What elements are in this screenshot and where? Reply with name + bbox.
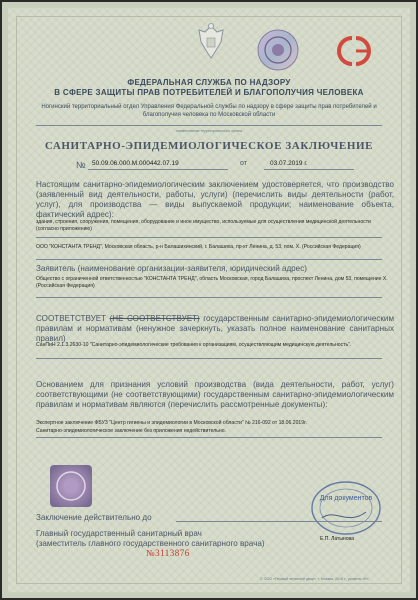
se-logo-icon [332, 34, 376, 68]
activity-underline [36, 237, 382, 238]
sanpin-reference: СанПиН 2.1.3.2630-10 "Санитарно-эпидемиологические требования к организациям, осуществляющим медицинскую деятельность". [36, 342, 352, 348]
basis-document: Экспертное заключение ФБУЗ "Центр гигиены и эпидемиологии в Московской области" № 216-092 от 18.06.2019г. [36, 420, 307, 426]
document-date: 03.07.2019 г. [270, 160, 308, 167]
sanpin-underline [36, 358, 382, 359]
hologram-logo-icon [256, 28, 300, 72]
validity-note: Санитарно-эпидемиологическое заключение без приложения недействительно. [36, 428, 226, 434]
form-number: №3113876 [146, 548, 190, 558]
certificate-sheet [2, 2, 416, 598]
date-underline [264, 169, 354, 170]
document-title: САНИТАРНО-ЭПИДЕМИОЛОГИЧЕСКОЕ ЗАКЛЮЧЕНИЕ [44, 140, 374, 152]
number-sign: № [76, 160, 86, 170]
basis-text: Основанием для признания условий производства (вида деятельности, работ, услуг) соответствующими (не соответствующими) государственным санитарно-эпидемиологическим правилам и нормативам являются (перечислить рассмотренные документы): [36, 380, 394, 409]
signer-name: Е.П. Латынова [320, 536, 354, 542]
facility-address: ООО "КОНСТАНТА ТРЕНД", Московская область, р-н Балашихинский, г. Балашиха, пр-кт Ленина, д. 53, пом. Х. (Российская Федерация) [36, 244, 361, 250]
number-underline [88, 169, 228, 170]
validity-underline [176, 521, 382, 522]
activity-description: здания, строения, сооружения, помещения, оборудование и иное имущество, используемые для осуществления медицинской деятельности (согласно приложению) [36, 219, 371, 232]
hologram-seal-icon [48, 463, 94, 509]
conformity-word: СООТВЕТСТВУЕТ [36, 314, 107, 323]
sub-agency-caption: наименование территориального органа [175, 129, 243, 133]
sub-agency-name: Ногинский территориальный отдел Управления Федеральной службы по надзору в сфере защиты прав потребителей и благополучия человека по Московской области [41, 104, 377, 118]
intro-text: Настоящим санитарно-эпидемиологическим заключением удостоверяется, что производство (заявленный вид деятельности, работы, услуги) (перечислить виды деятельности (работ, услуг), для производства — виды выпускаемой продукции; наименование объекта, фактический адрес): [36, 180, 394, 219]
agency-name-line1: ФЕДЕРАЛЬНАЯ СЛУЖБА ПО НАДЗОРУ [127, 78, 291, 87]
agency-name-line2: В СФЕРЕ ЗАЩИТЫ ПРАВ ПОТРЕБИТЕЛЕЙ И БЛАГОПОЛУЧИЯ ЧЕЛОВЕКА [54, 88, 364, 97]
date-from-label: от [240, 160, 247, 167]
signer-title-deputy: (заместитель главного государственного санитарного врача) [36, 539, 265, 548]
conformity-strikethrough: (НЕ СООТВЕТСТВУЕТ) [109, 314, 200, 323]
signer-title: Главный государственный санитарный врач [36, 529, 202, 538]
basis-underline [36, 437, 382, 438]
stamp-caption: Для документов [319, 495, 373, 502]
printer-imprint: © ООО «Первый печатный двор», г. Москва, 2018 г., уровень «В» [260, 577, 369, 581]
validity-label: Заключение действительно до [36, 513, 152, 522]
applicant-label: Заявитель (наименование организации-заявителя, юридический адрес) [36, 264, 307, 273]
document-number: 50.09.06.000.М.000442.07.19 [92, 160, 179, 167]
coat-of-arms-icon [193, 22, 229, 62]
sub-agency-underline [36, 125, 382, 126]
conformity-rest: государственным санитарно-эпидемиологическим правилам и нормативам (ненужное зачеркнуть, указать полное наименование санитарных правил) [36, 314, 395, 343]
applicant-underline [36, 297, 382, 298]
address-underline [36, 259, 382, 260]
conformity-statement [36, 314, 394, 344]
applicant-details: Общество с ограниченной ответственностью "КОНСТАНТА ТРЕНД", область Московская, город Балашиха, проспект Ленина, дом 53, помещение Х. (Российская Федерация) [36, 276, 388, 289]
